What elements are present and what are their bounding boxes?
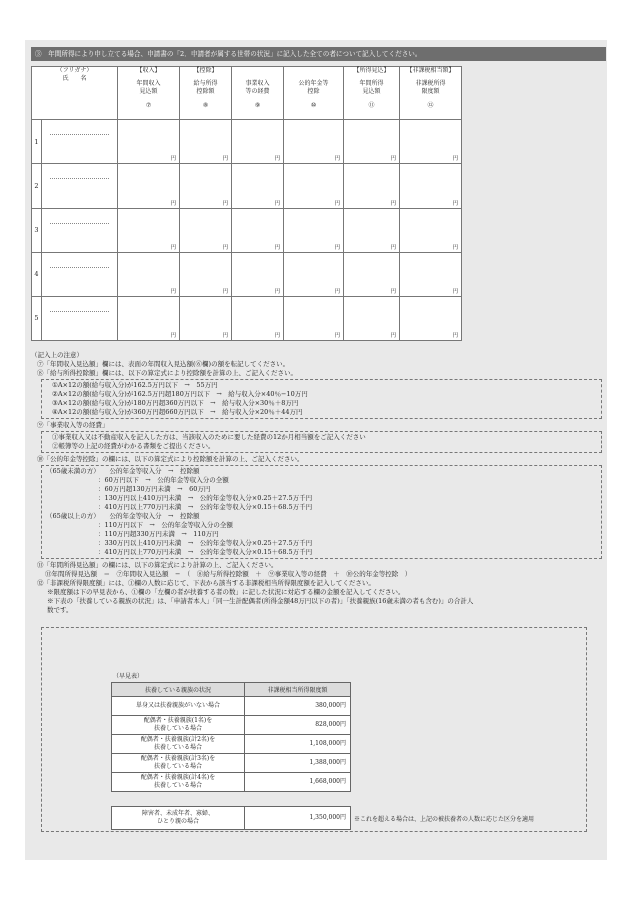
hayami-value: 1,388,000円 [245,754,351,773]
note-12-line: ※下表の「扶養している親族の状況」は、「申請者本人」「同一生計配偶者(所得金額48万円以下の者)」「扶養親族(16歳未満の者も含む)」の合計人 [47,597,474,605]
expected-col-number: ⑪ [368,102,375,109]
table-row [112,773,351,792]
yen-unit: 円 [452,200,459,207]
salary-col-label: 給与所得 [193,80,218,87]
business-header [232,67,284,120]
name-label: 氏 名 [62,75,87,82]
hayami-label-line: 扶養している場合 [153,725,202,732]
yen-unit: 円 [170,288,177,295]
hayami-header-row [112,683,351,697]
hayami-col2: 非課税相当所得限度額 [245,683,351,697]
income-input-cell[interactable] [118,296,180,340]
hayami-table [111,682,351,792]
nontax-input-cell[interactable] [400,120,462,164]
business-col-label: 事業収入 [245,80,270,87]
hayami-label [112,716,245,735]
hayami-label-line: 単身又は扶養親族がいない場合 [135,702,220,709]
table-row [112,716,351,735]
note-8-line: ③A×12の額(給与収入分)が180万円超360万円以下 → 給与収入分×30％＋8万円 [52,399,299,407]
pension-input-cell[interactable] [284,208,344,252]
hayami-label-line: 扶養している場合 [153,782,202,789]
nontax-input-cell[interactable] [400,296,462,340]
yen-unit: 円 [222,333,229,339]
business-input-cell[interactable] [232,120,284,164]
yen-unit: 円 [222,244,229,251]
nontax-input-cell[interactable] [400,252,462,296]
hayami-label [112,773,245,792]
income-col-label: 年間収入 [136,80,161,87]
yen-unit: 円 [334,288,341,295]
nontax-group-label: 【非課税相当額】 [406,67,455,74]
table-row [32,296,462,340]
table-row [32,252,462,296]
note-9-box [41,431,602,453]
nontax-input-cell[interactable] [400,164,462,208]
yen-unit: 円 [274,333,281,339]
row-number: 3 [32,208,42,252]
expected-col-label: 年間所得 [359,80,384,87]
row-number: 2 [32,164,42,208]
pension-input-cell[interactable] [284,252,344,296]
expected-group-label: 【所得見込】 [353,67,390,74]
salary-input-cell[interactable] [180,120,232,164]
note-10-line: ：130万円以上410万円未満 → 公的年金等収入分×0.25＋27.5万千円 [46,494,313,502]
yen-unit: 円 [222,200,229,207]
salary-input-cell[interactable] [180,296,232,340]
pension-input-cell[interactable] [284,164,344,208]
nontax-col-label: 非課税所得 [415,80,446,87]
yen-unit: 円 [452,244,459,251]
name-input-cell[interactable] [42,120,118,164]
note-10-line: （65歳以上の方） 公的年金等収入分 → 控除額 [46,512,200,520]
yen-unit: 円 [334,156,341,163]
hayami-value: 380,000円 [245,697,351,716]
note-7: ⑦「年間収入見込額」欄には、表面の年間収入見込額(⑥欄)の額を転記してください。 [37,360,290,368]
yen-unit: 円 [170,156,177,163]
income-input-cell[interactable] [118,252,180,296]
expected-col-label-2: 見込額 [362,88,381,95]
hayami-col1: 扶養している親族の状況 [112,683,245,697]
note-9-line: ①事業収入又は不動産収入を記入した方は、当該収入のために要した経費の12か月相当額をご記入ください [52,433,366,441]
note-8-line: ①A×12の額(給与収入分)が162.5万円以下 → 55万円 [52,381,218,389]
table-row [112,754,351,773]
yen-unit: 円 [452,288,459,295]
table-row [32,164,462,208]
extra-label [112,807,245,830]
note-10-line: ：330万円以上410万円未満 → 公的年金等収入分×0.25＋27.5万千円 [46,539,313,547]
note-9: ⑨「事業収入等の経費」 [37,421,109,429]
hayami-label-line: 配偶者・扶養親族(1名)を [143,717,213,724]
nontax-header [400,67,462,120]
hayami-label-line: 配偶者・扶養親族(計3名)を [140,755,216,762]
name-input-cell[interactable] [42,208,118,252]
row-number: 1 [32,120,42,164]
row-number: 5 [32,296,42,340]
business-input-cell[interactable] [232,252,284,296]
yen-unit: 円 [170,244,177,251]
note-9-line: ②帳簿等の上記の経費がわかる書類をご提出ください。 [52,442,215,450]
yen-unit: 円 [274,200,281,207]
nontax-col-number: ⑫ [427,102,434,109]
note-10-line: ：410万円以上770万円未満 → 公的年金等収入分×0.15＋68.5万千円 [46,548,313,556]
income-input-cell[interactable] [118,208,180,252]
table-row [32,208,462,252]
yen-unit: 円 [222,156,229,163]
expected-input-cell[interactable] [344,164,400,208]
income-table [31,66,462,341]
yen-unit: 円 [390,333,397,339]
extra-value: 1,350,000円 [245,807,351,830]
notes-title: （記入上の注意） [31,351,83,359]
hayami-title: （早見表） [113,673,144,680]
yen-unit: 円 [170,200,177,207]
salary-input-cell[interactable] [180,164,232,208]
income-input-cell[interactable] [118,120,180,164]
row-number: 4 [32,252,42,296]
hayami-label-line: 配偶者・扶養親族(計4名)を [140,774,216,781]
yen-unit: 円 [222,288,229,295]
yen-unit: 円 [334,200,341,207]
note-10-line: ：410万円以上770万円未満 → 公的年金等収入分×0.15＋68.5万千円 [46,503,313,511]
table-header-row [32,67,462,120]
salary-input-cell[interactable] [180,208,232,252]
yen-unit: 円 [390,244,397,251]
table-row [112,807,351,830]
yen-unit: 円 [390,288,397,295]
expected-header [344,67,400,120]
business-input-cell[interactable] [232,164,284,208]
extra-label-line: ひとり親の場合 [156,818,199,825]
business-input-cell[interactable] [232,296,284,340]
yen-unit: 円 [390,156,397,163]
business-col-number: ⑨ [254,102,261,109]
hayami-value: 1,108,000円 [245,735,351,754]
hayami-label-line: 配偶者・扶養親族(計2名)を [140,736,216,743]
salary-col-label-2: 控除額 [196,88,215,95]
notes-section [31,351,602,615]
yen-unit: 円 [274,288,281,295]
pension-col-number: ⑩ [310,102,317,109]
hayami-label-line: 扶養している場合 [153,744,202,751]
note-10-line: ：60万円超130万円未満 → 60万円 [46,485,211,493]
yen-unit: 円 [334,244,341,251]
note-10-line: （65歳未満の方） 公的年金等収入分 → 控除額 [46,467,200,475]
salary-input-cell[interactable] [180,252,232,296]
income-col-label-2: 見込額 [139,88,158,95]
note-10-line: ：60万円以下 → 公的年金等収入分の全額 [46,476,229,484]
note-10-line: ：110万円以下 → 公的年金等収入分の全額 [46,521,233,529]
note-12-line: ※限度額は下の早見表から、①欄の「左欄の者が扶養する者の数」に記した状況に対応する欄の金額を記入してください。 [47,588,405,596]
hayami-label [112,754,245,773]
income-col-number: ⑦ [145,102,152,109]
expected-input-cell[interactable] [344,296,400,340]
name-input-cell[interactable] [42,296,118,340]
yen-unit: 円 [334,333,341,339]
nontax-input-cell[interactable] [400,208,462,252]
table-row [112,697,351,716]
yen-unit: 円 [274,156,281,163]
hayami-extra-table [111,806,351,830]
nontax-col-label-2: 限度額 [421,88,440,95]
hayami-label [112,735,245,754]
income-input-cell[interactable] [118,164,180,208]
expected-input-cell[interactable] [344,120,400,164]
note-10-line: ：110万円超330万円未満 → 110万円 [46,530,219,538]
name-header [32,67,118,120]
furigana-label: （フリガナ） [56,67,93,74]
salary-header [180,67,232,120]
section-header: ③ 年間所得により申し立てる場合、申請書の「2．申請者が属する世帯の状況」に記入した全ての者について記入してください。 [31,47,606,61]
yen-unit: 円 [170,333,177,339]
note-8-line: ②A×12の額(給与収入分)が162.5万円超180万円以下 → 給与収入分×40％−10万円 [52,390,308,398]
deduction-group-label: 【控除】 [193,67,218,74]
note-8: ⑧「給与所得控除額」欄には、以下の算定式により控除額を計算の上、ご記入ください。 [37,369,297,377]
income-header [118,67,180,120]
note-8-box [41,379,602,419]
note-8-line: ④A×12の額(給与収入分)が360万円超660万円以下 → 給与収入分×20％＋44万円 [52,408,303,416]
business-col-label-2: 等の経費 [245,88,270,95]
pension-col-label: 公的年金等 [298,80,329,87]
hayami-label [112,697,245,716]
extra-label-line: 障害者、未成年者、寡婦、 [141,810,214,817]
pension-input-cell[interactable] [284,296,344,340]
extra-note: ※これを超える場合は、上記の被扶養者の人数に応じた区分を適用 [354,816,535,823]
business-input-cell[interactable] [232,208,284,252]
pension-header [284,67,344,120]
table-row [32,120,462,164]
note-12-line: 数です。 [47,606,73,614]
expected-input-cell[interactable] [344,208,400,252]
note-11-formula: ⑪年間所得見込額 ＝ ⑦年間収入見込額 − （ ⑧給与所得控除額 ＋ ⑨事業収入等の経費 ＋ ⑩公的年金等控除 ） [45,570,412,578]
note-12: ⑫「非課税所得限度額」には、①欄の人数に応じて、下表から該当する非課税相当所得限度額を記入してください。 [37,579,375,587]
table-row [112,735,351,754]
note-10-box [41,465,602,559]
yen-unit: 円 [274,244,281,251]
hayami-value: 1,668,000円 [245,773,351,792]
expected-input-cell[interactable] [344,252,400,296]
salary-col-number: ⑧ [202,102,209,109]
note-10: ⑩「公的年金等控除」の欄には、以下の算定式により控除額を計算の上、ご記入ください。 [37,455,304,463]
name-input-cell[interactable] [42,252,118,296]
hayami-label-line: 扶養している場合 [153,763,202,770]
pension-input-cell[interactable] [284,120,344,164]
pension-col-label-2: 控除 [307,88,320,95]
yen-unit: 円 [390,200,397,207]
income-group-label: 【収入】 [136,67,161,74]
yen-unit: 円 [452,156,459,163]
name-input-cell[interactable] [42,164,118,208]
yen-unit: 円 [452,333,459,339]
note-11: ⑪「年間所得見込額」の欄には、以下の算定式により計算の上、ご記入ください。 [37,561,278,569]
hayami-value: 828,000円 [245,716,351,735]
